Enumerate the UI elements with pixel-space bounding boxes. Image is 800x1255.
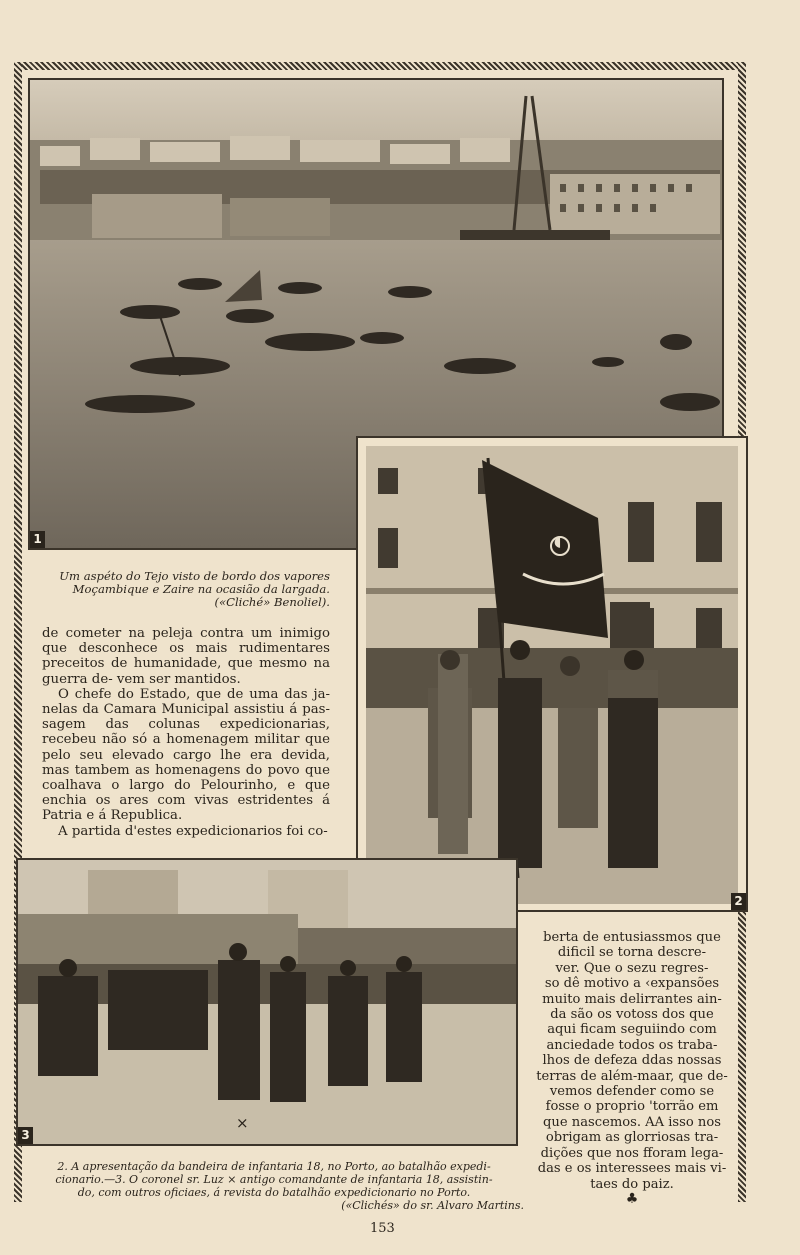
- photos-2-3-caption: [24, 1160, 524, 1212]
- text-line: aqui ficam seguiindo com: [547, 1022, 717, 1038]
- left-text-column: [42, 626, 330, 839]
- caption-line: do, com outros oficiaes, á revista do batalhão expedicionario no Porto.: [77, 1186, 471, 1199]
- paragraph: [42, 824, 330, 839]
- paragraph: [42, 687, 330, 824]
- text-line: não só a homenagem militar que pelo seu: [42, 732, 330, 763]
- text-line: anciedade todos os traba-: [546, 1037, 718, 1053]
- text-line: ver. Que o sezu regres-: [555, 960, 709, 976]
- text-line: nelas da Camara Municipal assistiu á pas-: [42, 702, 330, 718]
- text-line: vemos defender como se: [549, 1084, 715, 1100]
- colonel-mark: ×: [236, 1114, 249, 1132]
- text-line: do Pelourinho, e que enchia os ares com: [42, 778, 330, 809]
- photo-flag-presentation: [356, 436, 748, 912]
- text-line: que nascemos. AA isso nos: [543, 1114, 721, 1130]
- caption-line: Moçambique e Zaire na ocasião da largada.: [72, 582, 330, 596]
- photo-1-caption: [40, 570, 330, 609]
- text-line: dições que nos fforam lega-: [540, 1145, 724, 1161]
- photo-credit: («Cliché» Benoliel).: [214, 595, 330, 609]
- text-line: da são os votoss dos que: [550, 1007, 714, 1023]
- photo-1-number: 1: [30, 531, 45, 548]
- text-line: A partida d'estes expedicionarios foi co-: [58, 823, 328, 839]
- text-line: vivas estridentes á Patria e á Republica.: [42, 793, 331, 824]
- text-line: dificil se torna descre-: [557, 945, 707, 961]
- text-line: muito mais delirrantes ain-: [542, 991, 722, 1007]
- text-line: de humanidade, que mesmo na guerra de-: [42, 656, 330, 687]
- text-line: terras de além-maar, que de-: [536, 1068, 728, 1084]
- text-line: lhos de defeza ddas nossas: [542, 1053, 722, 1069]
- text-line: elevado cargo lhe era devida, mas tambem: [42, 747, 330, 778]
- text-line: sagem das colunas expedicionarias, recebeu: [42, 717, 330, 748]
- caption-line: Um aspéto do Tejo visto de bordo dos vapores: [59, 569, 330, 583]
- text-line: das e os interessees mais vi-: [537, 1161, 727, 1177]
- text-line: taes do paiz.: [590, 1176, 674, 1192]
- photo-2-number: 2: [731, 893, 746, 910]
- text-line: desconhece os mais rudimentares preceitos: [42, 641, 331, 672]
- photo-credit: («Clichés» do sr. Alvaro Martins.: [341, 1199, 524, 1212]
- page-number: 153: [370, 1221, 395, 1236]
- text-line: fosse o proprio 'torrão em: [545, 1099, 719, 1115]
- photo-officers-review: [16, 858, 518, 1146]
- text-line: as homenagens do povo que coalhava o largo: [42, 762, 330, 794]
- text-line: de cometer na peleja contra um inimigo que: [42, 626, 330, 657]
- right-text-column: [532, 930, 732, 1207]
- text-line: O chefe do Estado, que de uma das ja-: [58, 686, 330, 702]
- text-line: vem ser mantidos.: [116, 671, 241, 687]
- text-line: so dê motivo a ‹expansões: [544, 976, 720, 992]
- text-line: obrigam as glorriosas tra-: [545, 1130, 719, 1146]
- text-line: berta de entusiassmos que: [543, 930, 721, 945]
- paragraph: [42, 626, 330, 687]
- caption-line: cionario.—3. O coronel sr. Luz × antigo comandante de infantaria 18, assistin-: [55, 1173, 493, 1186]
- flag-emblem-icon: ◖: [554, 534, 562, 550]
- top-border: [14, 62, 740, 70]
- caption-line: 2. A apresentação da bandeira de infantaria 18, no Porto, ao batalhão expedi-: [57, 1160, 491, 1173]
- photo-3-number: 3: [18, 1127, 33, 1144]
- end-ornament-icon: ♣: [625, 1190, 639, 1207]
